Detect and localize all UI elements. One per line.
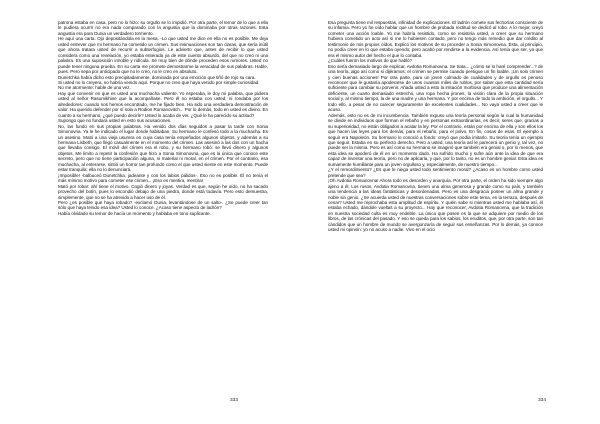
paragraph: No me atormente: hable de una vez. bbox=[58, 85, 131, 91]
paragraph: ¿Cuáles fueron los motivos de que habló? bbox=[328, 58, 413, 64]
paragraph: Eso sería demasiado largo de explicar, Avdotia Romanovna. Se trata... ¿cómo se lo haré comprender...? de una teoría, algo así como si dijéramos: el crimen se permite cuando persigue un fin loable. ¡Un solo crimen y cien buenas acciones! Por otra parte, para un joven colmado de cualidades y de orgullo es penoso reconocer que le gustaría apoderarse de unos cuantos miles de rublos, por saber que esta cantidad sería suficiente para cambiar su porvenir. Añada usted a esto la irritación morbosa que produce una alimentación deficiente, un cuarto demasiado estrecho, una ropa hecha jirones, la visión clara de la propia situación social y, al mismo tiempo, la de una madre y una hermana. Y por encima de todo la ambición, el orgullo... Y todo ello, a pesar de no carecer seguramente de excelentes cualidades... No vaya usted a creer que le acuso. bbox=[328, 63, 543, 113]
paragraph: He aquí una carta. Ojo depositándola en la mesa. -Lo que usted me dice en ella no es posible. Me deja usted entrever que mi hermano ha cometido un crimen. Sus insinuaciones son tan claras, que sería inútil que ahora tratara usted de recurrir a subterfugios. Le advierto que, antes de recibir lo que usted considera como una revelación, yo estaba enterada ya de este cuento absurdo, del que no creo ni una palabra. Es una suposición innoble y ridícula. Sé muy bien de dónde proceden esos rumores. Usted no puede tener ninguna prueba. En su carta me promete demostrarme la veracidad de sus palabras. Hable, pues. Pero sepa por anticipado que no le creo, no le creo en absoluto. bbox=[58, 36, 268, 75]
paragraph: Pero ¿es posible que haya robado? -exclamó Dunia, levantándose de un salto-. ¿Se puede creer tan sólo que haya tenido esa idea? Usted lo conoce. ¿Acaso tiene aspecto de ladrón? bbox=[58, 199, 268, 211]
right-page-text bbox=[328, 20, 543, 233]
paragraph: Dunetchka había dicho esto precipitadamente, dominada por una emoción que tiñó de rojo su cara. bbox=[58, 74, 256, 80]
paragraph: patrona estaba en casa, pero no lo hizo: su orgullo se lo impidió. Por otra parte, el temor de lo que a ella le pudiera ocurrir no era nada comparado con la angustia que la dominaba por otras razones. Esta angustia era para Dunia un verdadero tormento. bbox=[58, 20, 268, 36]
paragraph: No, las fundo en sus propias palabras. Ha venido dos días seguidos a pasar la tarde con Sonia Simonovna. Ya le he indicado el lugar donde habitaban. Su hermano le confesó todo a la muchacha. Es un asesino. Mató a una vieja usurera en cuya casa tenía empeñados algunos objetos, y además a su hermana Lisbeth, que llegó casualmente en el momento del crimen. Las asesinó a las dos con un hacha que llevaba consigo. El móvil del crimen era el robo, y su hermano robó: se llevó dinero y algunos objetos. Me limito a repetir la confesión que hizo a Sonia Simonovna, que es la única que conoce este secreto, pero que no tiene participación alguna, ni material ni moral, en el crimen. Por el contrario, esa muchacha, al enterarse, sintió un horror tan profundo como el que usted siente en este momento. Puede estar tranquila: ella no lo denunciará. bbox=[58, 123, 268, 173]
paragraph: Había olvidado su temor de hacía un momento y hablaba en tono suplicante. bbox=[58, 210, 211, 216]
right-page bbox=[300, 0, 600, 424]
paragraph: Esa pregunta tiene mil respuestas, infinidad de explicaciones. El ladrón comete sus fechorías consciente de su infamia. Pero yo he oído hablar que un hombre de probada rectitud se dedicó al robo. A lo mejor, creyó cometer una acción loable. Yo me habría resistido, como se resistiría usted, a creer que su hermano hubiera cometido un acto así si me lo hubiesen contado; pero no tengo más remedio que dar crédito al testimonio de mis propios oídos. Explicó los motivos de su proceder a Sonia Simonovna. Ésta, al principio, no podía creer en lo que estaba oyendo; pero acabó por rendirse a la evidencia. Así tenía que ser, ya que era el mismo autor del hecho el que lo contaba. bbox=[328, 20, 543, 58]
paragraph: Supongo que no fundará usted en esto sus acusaciones. bbox=[58, 118, 172, 124]
paragraph: ¿Y el remordimiento? ¿Es que le niega usted todo sentimiento moral? ¿Acaso es un hombre como usted pretende que sea? bbox=[328, 167, 543, 178]
paragraph: Hay que convenir en que es usted una muchacha valiente. Yo esperaba, le doy mi palabra, que pidiera usted al señor Rasumikhine que la acompañase. Pero él no estaba con usted, ni rondaba por los alrededores: cuando nos hemos encontrado, me he fijado bien. Ha sido una verdadera demostración de valor. Ha querido defender por sí sola a Rodion Romanovitch... Por lo demás, todo en usted es divino. En cuanto a su hermano, ¿qué puedo decirle? Usted lo acaba de ver. ¿Qué le ha parecido su actitud? bbox=[58, 90, 268, 118]
left-page-text bbox=[58, 20, 268, 216]
paragraph: Si usted no lo creyera, no habría venido aquí. Porque no creo que haya venido por simple curiosidad. bbox=[58, 79, 260, 85]
paragraph: ¡Imposible! -balbuceó Dunetchka, jadeante y con los labios pálidos-. Eso no es posible. Él no tenía el más mínimo motivo para cometer ese crimen... ¡Eso es mentira, mentira! bbox=[58, 172, 268, 184]
page-number: 334 bbox=[538, 398, 547, 403]
paragraph: Además, esto no es de mi incumbencia. También expuso una teoría personal según la cual la humanidad se divide en individuos que forman el rebaño y en personas extraordinarias, es decir, seres que, gracias a su superioridad, no están obligados a acatar la ley. Por el contrario, están por encima de ella y son ellos los que hacen las leyes para los demás, para el rebaño, para el polvo. En fin, cosas de esas. El ejemplo a seguir era Napoleón. Su hermano lo conoció a fondo: creyó que podía imitarlo. Su teoría tenía un ejemplo que seguir. Estaba en su perfecto derecho. Pero a usted, una teoría así le parecerá un genio y, tal vez, no puede ser la misma. Pero es así como su hermano se imaginó que también era genial o, por lo menos, que esta idea se apoderó de él en un momento dado. Ha sufrido mucho y sufre aún ante la idea de que era capaz de inventar una teoría, pero no de aplicarla, y que, por lo tanto, no es un hombre genial. Esta idea es sumamente humillante para un joven orgulloso y, especialmente, de nuestro tiempo... bbox=[328, 112, 543, 167]
page-number: 333 bbox=[230, 398, 239, 403]
paragraph: Mató por robar: ahí tiene el motivo. Cogió dinero y joyas. Verdad es que, según he oído, no ha sacado provecho del botín, pues lo escondió debajo de una piedra, donde está todavía. Pero esto demuestra, simplemente, que no se ha atrevido a hacer uso de él. bbox=[58, 183, 268, 200]
paragraph: ¡Oh Avdotia Romanovna! Ahora todo es desorden y anarquía. Por otra parte, el orden ha sido siempre algo ajeno a él. Los rusos, Avdotia Romanovna, tienen una alma generosa y grande como su país, y también una tendencia a las ideas fantásticas y desordenadas. Pero es una desgracia poseer un alma grande y noble sin genio. ¿Se acuerda usted de nuestras conversaciones sobre este tema, en la terraza, después de cenar? Usted me reprochaba esta amplitud de espíritu. Y quién sabe si mientras usted me hablaba así, él estaba echado, dándole vueltas a su proyecto... Hay que reconocer, Avdotia Romanovna, que la tradición en nuestra sociedad culta es muy endeble. La única que posee es la que se adquiere por medio de los libros, de las crónicas del pasado. Y eso se queda para los sabios, los eruditos, que, por otra parte, son tan cándidos que un hombre de mundo se avergonzaría de seguir sus enseñanzas. Por lo demás, ya conoce usted mi opinión: yo no acuso a nadie. Vivo en el ocio bbox=[328, 178, 543, 233]
